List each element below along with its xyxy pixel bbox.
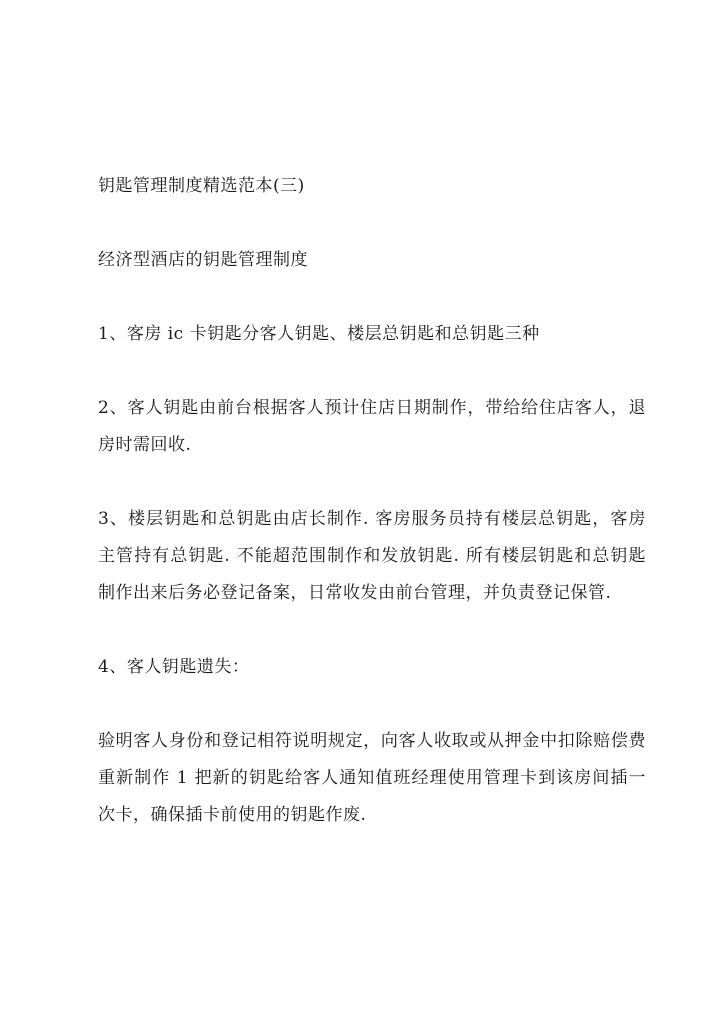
document-title: 钥匙管理制度精选范本(三) <box>98 176 305 196</box>
paragraph-1: 1、客房 ic 卡钥匙分客人钥匙、楼层总钥匙和总钥匙三种 <box>98 324 540 344</box>
paragraph-5: 验明客人身份和登记相符说明规定，向客人收取或从押金中扣除赔偿费重新制作 1 把新的钥匙给客人通知值班经理使用管理卡到该房间插一次卡，确保插卡前使用的钥匙作废. <box>98 731 646 825</box>
document-subtitle: 经济型酒店的钥匙管理制度 <box>98 250 308 270</box>
document-body <box>98 168 646 834</box>
paragraph-2: 2、客人钥匙由前台根据客人预计住店日期制作，带给给住店客人，退房时需回收. <box>98 398 646 455</box>
paragraph-4: 4、客人钥匙遗失： <box>98 657 250 677</box>
paragraph-3: 3、楼层钥匙和总钥匙由店长制作. 客房服务员持有楼层总钥匙，客房主管持有总钥匙. 不能超范围制作和发放钥匙. 所有楼层钥匙和总钥匙制作出来后务必登记备案，日常收发由前台管理，并负责登记保管. <box>98 509 646 603</box>
